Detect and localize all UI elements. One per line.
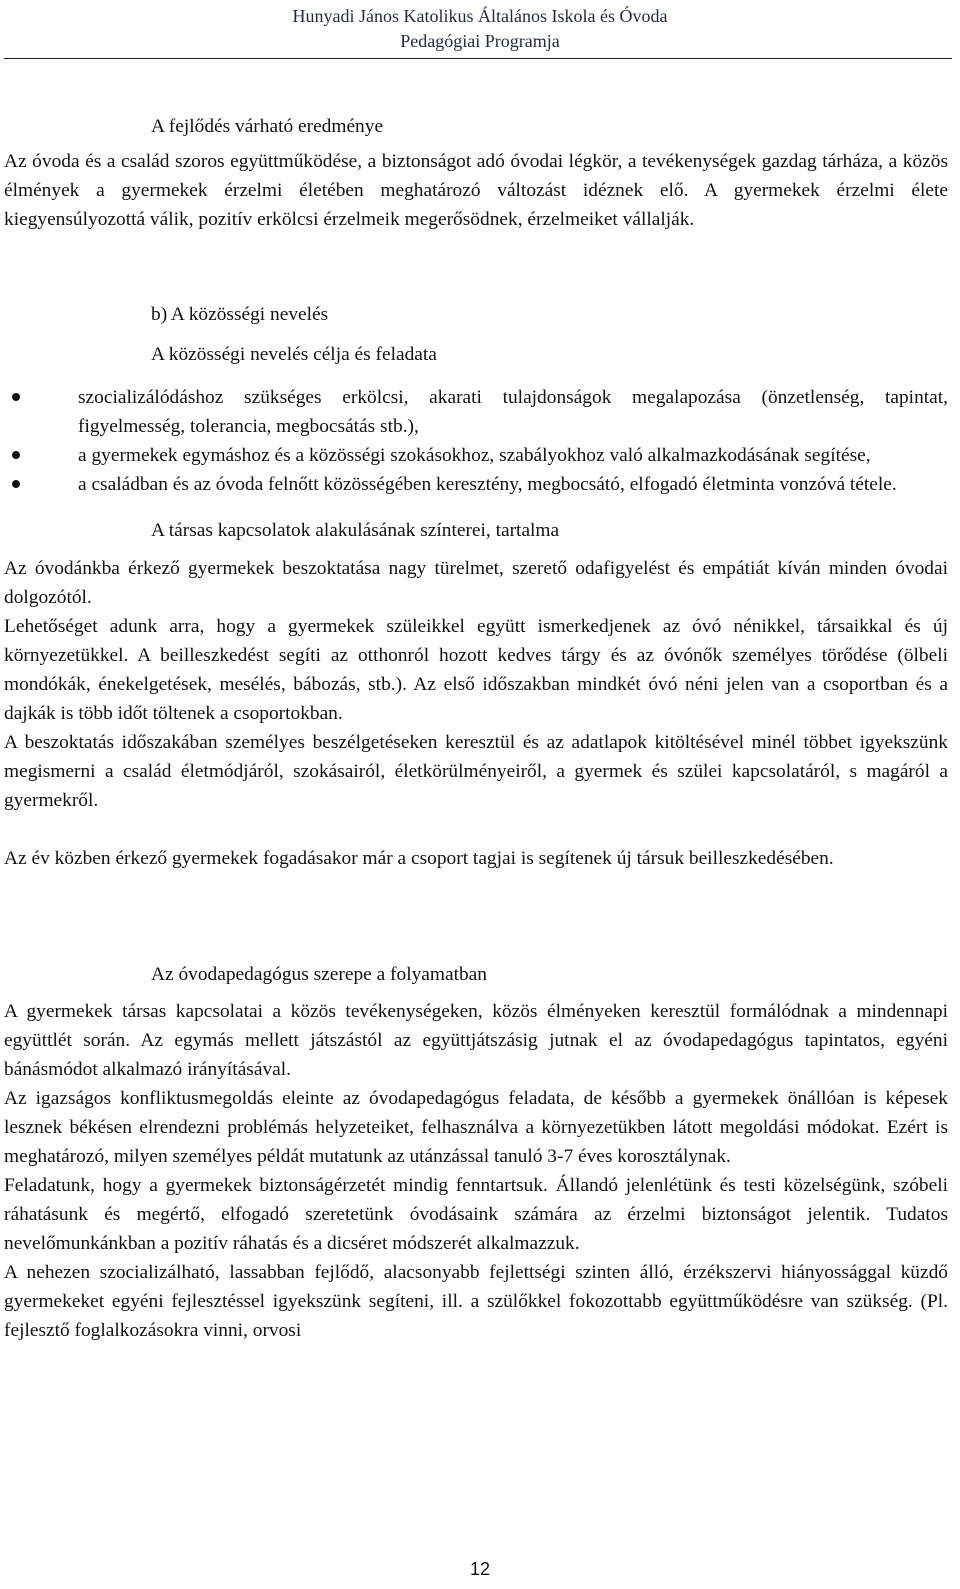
bullet-icon <box>12 451 20 459</box>
header-document-title: Pedagógiai Programja <box>400 31 560 51</box>
paragraph-midyear-arrivals: Az év közben érkező gyermekek fogadásakor már a csoport tagjai is segítenek új társuk beilleszkedésében. <box>4 848 834 869</box>
list-item-text: a gyermekek egymáshoz és a közösségi szokásokhoz, szabályokhoz való alkalmazkodásának segítése, <box>78 445 871 466</box>
page-content <box>4 112 948 1345</box>
paragraph-shared-activities: A gyermekek társas kapcsolatai a közös tevékenységeken, közös élményeken keresztül formálódnak a mindennapi együttlét során. Az egymás mellett játszástól az együttjátszásig jutnak el az óvodapedagógus tapintatos, egyéni bánásmódot alkalmazó irányításával. <box>4 1001 948 1080</box>
section-title-community: b) A közösségi nevelés <box>151 304 329 325</box>
paragraph-conversations: A beszoktatás időszakában személyes beszélgetéseken keresztül és az adatlapok kitöltésével minél többet igyekszünk megismerni a család életmódjáról, szokásairól, életkörülményeiről, a gyermek és szülei kapcsolatáról, s magáról a gyermekről. <box>4 732 948 811</box>
spacer <box>4 234 948 300</box>
paragraph-development: Az óvoda és a család szoros együttműködése, a biztonságot adó óvodai légkör, a tevékenységek gazdag tárháza, a közös élmények a gyermekek érzelmi életében meghatározó változást idéznek elő. A gyermekek érzelmi élete kiegyensúlyozottá válik, pozitív erkölcsi érzelmeik megerősödnek, érzelmeiket vállalják. <box>4 151 948 230</box>
section-heading-development: A fejlődés várható eredménye <box>151 116 384 137</box>
paragraph-conflict-resolution: Az igazságos konfliktusmegoldás eleinte az óvodapedagógus feladata, de később a gyermekek önállóan is képesek lesznek békésen elrendezni problémás helyzeteiket, felhasználva a környezetükben látott megoldási módokat. Ezért is meghatározó, milyen személyes példát mutatunk az utánzással tanuló 3-7 éves korosztálynak. <box>4 1088 948 1167</box>
bullet-icon <box>12 393 20 401</box>
list-item <box>4 441 948 470</box>
section-heading-social-relations: A társas kapcsolatok alakulásának színterei, tartalma <box>151 520 560 541</box>
section-subtitle-community-goals: A közösségi nevelés célja és feladata <box>151 344 437 365</box>
paragraph-getting-acquainted: Lehetőséget adunk arra, hogy a gyermekek szüleikkel együtt ismerkedjenek az óvó nénikkel, társaikkal és új környezetükkel. A beilleszkedést segíti az otthonról hozott kedves tárgy és az óvónők személyes törődése (ölbeli mondókák, énekelgetések, mesélés, bábozás, stb.). Az első időszakban mindkét óvó néni jelen van a csoportban és a dajkák is több időt töltenek a csoportokban. <box>4 616 948 724</box>
list-item <box>4 383 948 441</box>
section-heading-teacher-role: Az óvodapedagógus szerepe a folyamatban <box>151 964 487 985</box>
list-item-text: a családban és az óvoda felnőtt közösségében keresztény, megbocsátó, elfogadó életminta vonzóvá tétele. <box>78 474 897 495</box>
paragraph-security: Feladatunk, hogy a gyermekek biztonságérzetét mindig fenntartsuk. Állandó jelenlétünk és testi közelségünk, szóbeli ráhatásunk és megértő, elfogadó szeretetünk óvodásaink számára az érzelmi biztonságot jelentik. Tudatos nevelőmunkánkban a pozitív ráhatás és a dicséret módszerét alkalmazzuk. <box>4 1175 948 1254</box>
paragraph-individual-development: A nehezen szocializálható, lassabban fejlődő, alacsonyabb fejlettségi szinten álló, érzékszervi hiányossággal küzdő gyermekeket egyéni fejlesztéssel igyekszünk segíteni, ill. a szülőkkel fokozottabb együttműködésre van szükség. (Pl. fejlesztő foglalkozásokra vinni, orvosi <box>4 1262 948 1341</box>
page-number: 12 <box>469 1559 491 1579</box>
bullet-icon <box>12 480 20 488</box>
header-school-name: Hunyadi János Katolikus Általános Iskola és Óvoda <box>292 6 668 26</box>
list-item-text: szocializálódáshoz szükséges erkölcsi, akarati tulajdonságok megalapozása (önzetlenség, tapintat, figyelmesség, tolerancia, megbocsátás stb.), <box>78 387 948 437</box>
paragraph-settling-in: Az óvodánkba érkező gyermekek beszoktatása nagy türelmet, szerető odafigyelést és empátiát kíván minden óvodai dolgozótól. <box>4 558 948 608</box>
list-item <box>4 470 948 499</box>
header-divider <box>4 58 952 59</box>
page-header <box>0 4 960 54</box>
goals-list <box>4 383 948 499</box>
